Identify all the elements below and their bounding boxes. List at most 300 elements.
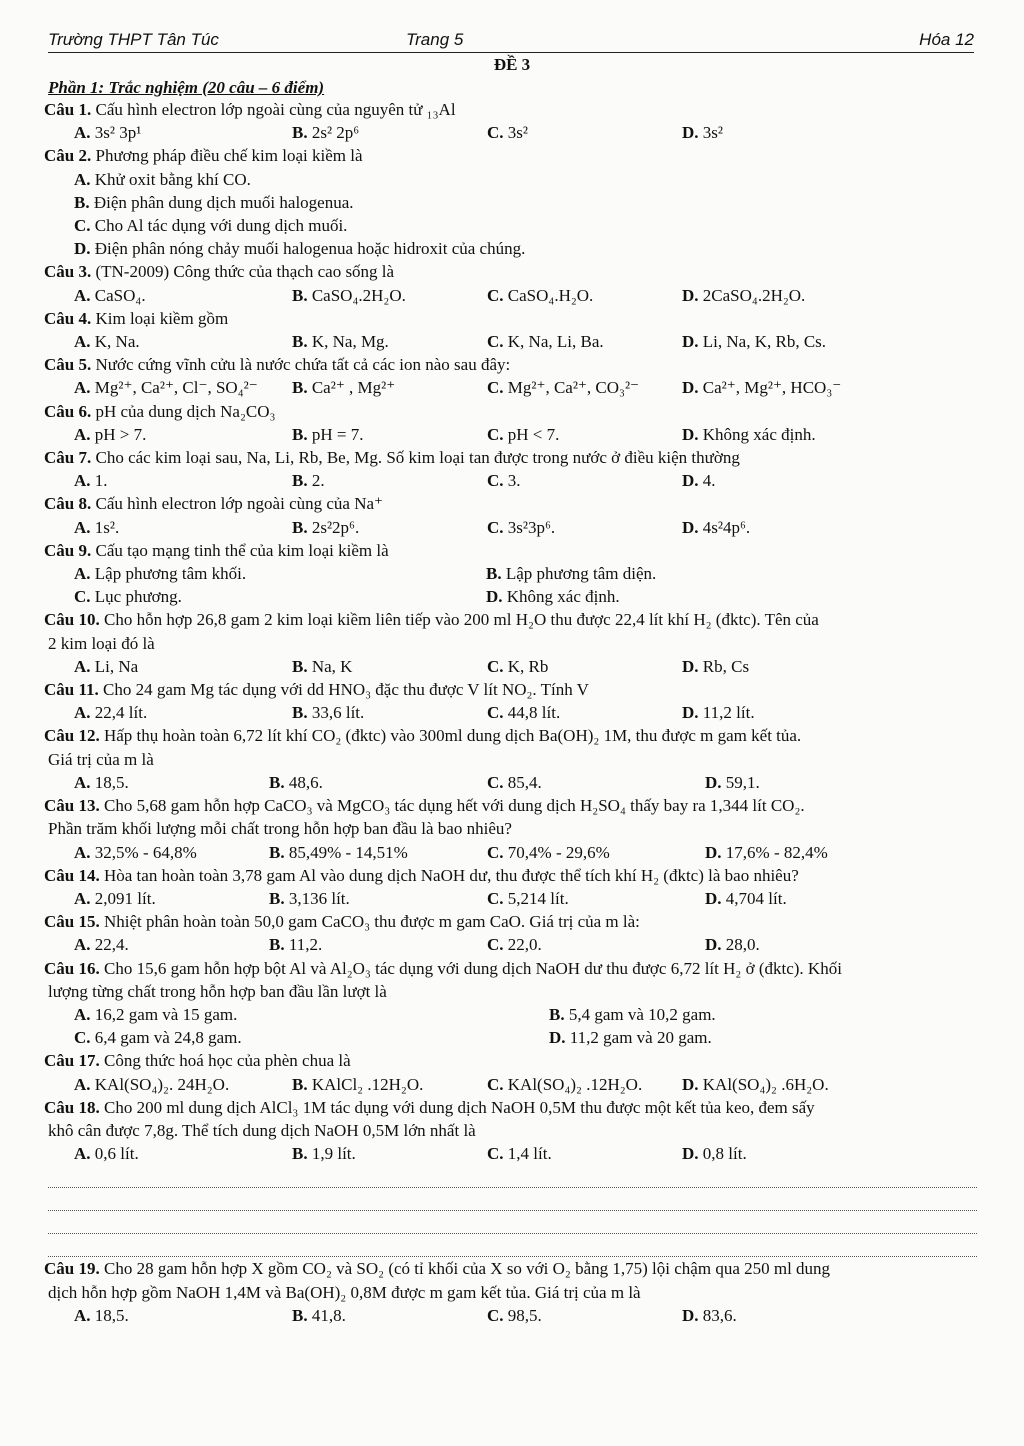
question-item — [44, 353, 979, 376]
option-text: 22,4. — [94, 935, 129, 955]
option-row — [44, 841, 979, 864]
answer-option — [682, 701, 755, 724]
answer-option — [292, 469, 487, 492]
question-text: Cho các kim loại sau, Na, Li, Rb, Be, Mg. Số kim loại tan được trong nước ở điều kiện thường — [95, 448, 740, 468]
answer-option — [292, 423, 487, 446]
option-text: 5,214 lít. — [507, 888, 569, 908]
option-letter: C. — [74, 587, 91, 607]
option-text: 85,49% - 14,51% — [288, 842, 408, 862]
option-letter: D. — [682, 656, 699, 676]
question-text: Nhiệt phân hoàn toàn 50,0 gam CaCO₃ thu được m gam CaO. Giá trị của m là: — [103, 912, 640, 932]
question-label: Câu 6. — [44, 401, 92, 421]
question-label: Câu 7. — [44, 448, 92, 468]
answer-option — [705, 887, 787, 910]
answer-option — [549, 1026, 1024, 1049]
option-letter: D. — [682, 332, 699, 352]
option-letter: C. — [487, 123, 504, 143]
question-item — [44, 794, 979, 817]
option-letter: B. — [269, 772, 285, 792]
option-letter: C. — [487, 332, 504, 352]
answer-option — [487, 423, 682, 446]
option-text: Na, K — [311, 656, 353, 676]
answer-option — [292, 330, 487, 353]
question-item — [44, 260, 979, 283]
option-text: K, Na, Mg. — [311, 332, 389, 352]
answer-option — [682, 423, 816, 446]
option-text: 85,4. — [507, 772, 542, 792]
answer-option — [487, 1142, 682, 1165]
option-text: 2,091 lít. — [94, 888, 156, 908]
question-label: Câu 16. — [44, 958, 100, 978]
option-row — [44, 887, 979, 910]
option-letter: A. — [74, 1144, 91, 1164]
option-text: 1,9 lít. — [311, 1144, 356, 1164]
option-letter: A. — [74, 378, 91, 398]
answer-option — [269, 841, 487, 864]
option-letter: A. — [74, 888, 91, 908]
option-text: 3s² — [702, 123, 723, 143]
option-text: KAlCl₂ .12H₂O. — [311, 1074, 424, 1094]
dotted-answer-line — [48, 1234, 977, 1257]
answer-option — [487, 330, 682, 353]
option-text: 48,6. — [288, 772, 323, 792]
option-text: 3. — [507, 471, 521, 491]
question-label: Câu 14. — [44, 865, 100, 885]
option-text: 16,2 gam và 15 gam. — [94, 1004, 238, 1024]
answer-option — [74, 933, 269, 956]
option-row — [44, 585, 979, 608]
question-item — [44, 492, 979, 515]
option-text: 98,5. — [507, 1305, 542, 1325]
answer-option — [74, 655, 292, 678]
question-label: Câu 13. — [44, 796, 100, 816]
option-row — [44, 330, 979, 353]
answer-option — [74, 423, 292, 446]
option-letter: D. — [682, 471, 699, 491]
option-text: Mg²⁺, Ca²⁺, Cl⁻, SO₄²⁻ — [94, 378, 258, 398]
option-letter: D. — [682, 1074, 699, 1094]
question-label: Câu 18. — [44, 1097, 100, 1117]
option-text: Li, Na, K, Rb, Cs. — [702, 332, 827, 352]
option-letter: A. — [74, 517, 91, 537]
answer-option — [74, 191, 354, 214]
option-letter: A. — [74, 703, 91, 723]
option-letter: C. — [487, 1074, 504, 1094]
option-text: KAl(SO₄)₂. 24H₂O. — [94, 1074, 230, 1094]
question-label: Câu 19. — [44, 1259, 100, 1279]
question-label: Câu 1. — [44, 100, 92, 119]
option-letter: C. — [487, 888, 504, 908]
option-letter: C. — [74, 216, 91, 236]
answer-option — [74, 1026, 549, 1049]
part-title: Phần 1: Trắc nghiệm (20 câu – 6 điểm) — [48, 78, 325, 97]
answer-option — [74, 1003, 549, 1026]
option-letter: B. — [292, 703, 308, 723]
option-text: 32,5% - 64,8% — [94, 842, 197, 862]
answer-option — [74, 1142, 292, 1165]
question-list — [44, 98, 979, 1327]
answer-option — [682, 469, 716, 492]
option-row — [44, 237, 979, 260]
question-text-continued: Phần trăm khối lượng mỗi chất trong hỗn hợp ban đầu là bao nhiêu? — [48, 819, 512, 839]
option-text: Không xác định. — [506, 587, 620, 607]
question-text: Hòa tan hoàn toàn 3,78 gam Al vào dung dịch NaOH dư, thu được thể tích khí H₂ (đktc) là bao nhiêu? — [103, 865, 799, 885]
option-text: Ca²⁺, Mg²⁺, HCO₃⁻ — [702, 378, 842, 398]
option-letter: A. — [74, 656, 91, 676]
answer-option — [705, 841, 828, 864]
answer-option — [486, 562, 898, 585]
question-text: Cấu hình electron lớp ngoài cùng của nguyên tử ₁₃Al — [95, 100, 456, 119]
answer-option — [487, 516, 682, 539]
answer-option — [74, 701, 292, 724]
answer-option — [292, 1304, 487, 1327]
option-letter: B. — [292, 424, 308, 444]
option-text: 18,5. — [94, 1305, 129, 1325]
question-item — [44, 144, 979, 167]
option-text: Không xác định. — [702, 424, 816, 444]
option-row — [44, 1142, 979, 1165]
option-text: 3s²3p⁶. — [507, 517, 556, 537]
option-letter: B. — [269, 935, 285, 955]
option-letter: D. — [682, 703, 699, 723]
question-text: (TN-2009) Công thức của thạch cao sống là — [95, 262, 395, 282]
option-text: 2s² 2p⁶ — [311, 123, 360, 143]
option-letter: C. — [487, 1305, 504, 1325]
option-text: K, Na. — [94, 332, 140, 352]
question-text: Cho 15,6 gam hỗn hợp bột Al và Al₂O₃ tác dụng với dung dịch NaOH dư thu được 6,72 lít H₂ ở (đktc). Khối — [103, 958, 842, 978]
answer-option — [487, 469, 682, 492]
question-text: pH của dung dịch Na₂CO₃ — [95, 401, 276, 421]
answer-option — [292, 516, 487, 539]
option-letter: A. — [74, 842, 91, 862]
option-letter: B. — [292, 285, 308, 305]
option-text: 2s²2p⁶. — [311, 517, 360, 537]
option-row — [44, 701, 979, 724]
question-text: Cho 200 ml dung dịch AlCl₃ 1M tác dụng với dung dịch NaOH 0,5M thu được một kết tủa keo, đem sấy — [103, 1097, 815, 1117]
question-label: Câu 4. — [44, 308, 92, 328]
option-row — [44, 423, 979, 446]
option-letter: A. — [74, 424, 91, 444]
question-item — [44, 446, 979, 469]
option-letter: B. — [292, 332, 308, 352]
option-letter: A. — [74, 471, 91, 491]
option-row — [44, 516, 979, 539]
option-letter: D. — [705, 772, 722, 792]
answer-option — [74, 841, 269, 864]
option-letter: A. — [74, 123, 91, 143]
answer-option — [269, 933, 487, 956]
answer-option — [682, 516, 750, 539]
option-text: Cho Al tác dụng với dung dịch muối. — [94, 216, 348, 236]
option-letter: D. — [486, 587, 503, 607]
question-text: Cho 24 gam Mg tác dụng với dd HNO₃ đặc thu được V lít NO₂. Tính V — [103, 680, 589, 700]
option-letter: B. — [292, 656, 308, 676]
option-row — [44, 1073, 979, 1096]
question-label: Câu 5. — [44, 355, 92, 375]
question-item — [44, 678, 979, 701]
option-text: K, Na, Li, Ba. — [507, 332, 604, 352]
option-row — [44, 376, 979, 399]
answer-option — [74, 516, 292, 539]
option-letter: D. — [705, 842, 722, 862]
option-row — [44, 284, 979, 307]
option-text: pH = 7. — [311, 424, 364, 444]
answer-option — [74, 771, 269, 794]
question-text: Kim loại kiềm gồm — [95, 308, 229, 328]
option-text: Khử oxit bằng khí CO. — [94, 169, 251, 189]
option-letter: B. — [292, 471, 308, 491]
option-text: K, Rb — [507, 656, 549, 676]
option-text: KAl(SO₄)₂ .6H₂O. — [702, 1074, 829, 1094]
option-letter: D. — [74, 239, 91, 259]
question-text: Cấu hình electron lớp ngoài cùng của Na⁺ — [95, 494, 383, 514]
question-label: Câu 10. — [44, 610, 100, 630]
answer-option — [74, 168, 251, 191]
option-letter: A. — [74, 1004, 91, 1024]
option-text: Mg²⁺, Ca²⁺, CO₃²⁻ — [507, 378, 640, 398]
question-text-continued: khô cân được 7,8g. Thể tích dung dịch NaOH 0,5M lớn nhất là — [48, 1120, 476, 1140]
question-text: Công thức hoá học của phèn chua là — [103, 1051, 351, 1071]
option-text: 1. — [94, 471, 108, 491]
answer-option — [269, 887, 487, 910]
option-text: 33,6 lít. — [311, 703, 365, 723]
option-letter: C. — [487, 842, 504, 862]
answer-option — [74, 562, 486, 585]
answer-option — [74, 214, 347, 237]
question-label: Câu 11. — [44, 680, 99, 700]
option-text: KAl(SO₄)₂ .12H₂O. — [507, 1074, 643, 1094]
option-row — [44, 121, 979, 144]
option-row — [44, 655, 979, 678]
answer-option — [682, 330, 826, 353]
question-item — [44, 1096, 979, 1119]
answer-option — [74, 1073, 292, 1096]
option-text: 1,4 lít. — [507, 1144, 552, 1164]
answer-option — [292, 701, 487, 724]
option-text: Lập phương tâm diện. — [505, 564, 657, 584]
dotted-answer-line — [48, 1188, 977, 1211]
option-letter: B. — [269, 842, 285, 862]
answer-option — [487, 121, 682, 144]
answer-option — [269, 771, 487, 794]
option-letter: D. — [682, 1305, 699, 1325]
option-letter: B. — [292, 123, 308, 143]
question-text-continued: lượng từng chất trong hỗn hợp ban đầu lần lượt là — [48, 981, 387, 1001]
option-row — [44, 1003, 979, 1026]
option-text: 1s². — [94, 517, 120, 537]
option-text: Rb, Cs — [702, 656, 750, 676]
option-letter: B. — [486, 564, 502, 584]
answer-option — [74, 121, 292, 144]
option-text: 3,136 lít. — [288, 888, 350, 908]
option-text: 18,5. — [94, 772, 129, 792]
option-text: Ca²⁺ , Mg²⁺ — [311, 378, 396, 398]
option-row — [44, 214, 979, 237]
option-letter: A. — [74, 772, 91, 792]
option-letter: C. — [487, 703, 504, 723]
question-text: Cho hỗn hợp 26,8 gam 2 kim loại kiềm liên tiếp vào 200 ml H₂O thu được 22,4 lít khí H₂ (đktc). Tên của — [103, 610, 819, 630]
option-text: 5,4 gam và 10,2 gam. — [568, 1004, 716, 1024]
option-text: Lập phương tâm khối. — [94, 564, 247, 584]
option-text: 4s²4p⁶. — [702, 517, 751, 537]
option-text: 28,0. — [725, 935, 760, 955]
question-text-continued: 2 kim loại đó là — [48, 633, 155, 653]
option-letter: D. — [682, 285, 699, 305]
option-text: pH < 7. — [507, 424, 560, 444]
option-letter: C. — [487, 285, 504, 305]
answer-option — [74, 1304, 292, 1327]
answer-option — [74, 887, 269, 910]
question-item — [44, 539, 979, 562]
option-text: 2. — [311, 471, 325, 491]
question-item — [44, 957, 979, 980]
question-label: Câu 12. — [44, 726, 100, 746]
option-text: 3s² 3p¹ — [94, 123, 142, 143]
answer-option — [682, 1304, 737, 1327]
question-text-continued: dịch hỗn hợp gồm NaOH 1,4M và Ba(OH)₂ 0,8M được m gam kết tủa. Giá trị của m là — [48, 1282, 641, 1302]
answer-option — [487, 933, 705, 956]
answer-option — [682, 1142, 747, 1165]
answer-option — [74, 330, 292, 353]
option-text: Li, Na — [94, 656, 139, 676]
option-letter: B. — [292, 517, 308, 537]
option-letter: A. — [74, 285, 91, 305]
answer-option — [682, 655, 749, 678]
option-letter: C. — [487, 1144, 504, 1164]
answer-option — [74, 469, 292, 492]
question-text-continued: Giá trị của m là — [48, 749, 154, 769]
answer-option — [682, 376, 841, 399]
page-number: Trang 5 — [406, 30, 464, 49]
option-letter: A. — [74, 935, 91, 955]
option-text: 17,6% - 82,4% — [725, 842, 828, 862]
answer-option — [487, 701, 682, 724]
option-text: pH > 7. — [94, 424, 147, 444]
question-item — [44, 307, 979, 330]
option-row — [44, 933, 979, 956]
answer-option — [292, 1073, 487, 1096]
option-text: 3s² — [507, 123, 528, 143]
question-text: Cấu tạo mạng tinh thể của kim loại kiềm là — [95, 540, 389, 560]
option-letter: D. — [682, 378, 699, 398]
option-text: 22,0. — [507, 935, 542, 955]
option-text: 70,4% - 29,6% — [507, 842, 610, 862]
option-letter: D. — [682, 424, 699, 444]
option-letter: D. — [682, 123, 699, 143]
option-text: 4. — [702, 471, 716, 491]
option-text: 83,6. — [702, 1305, 737, 1325]
answer-option — [74, 237, 525, 260]
option-text: 6,4 gam và 24,8 gam. — [94, 1028, 242, 1048]
option-text: 4,704 lít. — [725, 888, 787, 908]
option-row — [44, 771, 979, 794]
question-label: Câu 17. — [44, 1051, 100, 1071]
question-item — [44, 864, 979, 887]
question-item — [44, 724, 979, 747]
answer-option — [487, 1304, 682, 1327]
option-text: Điện phân dung dịch muối halogenua. — [93, 192, 354, 212]
option-letter: A. — [74, 1305, 91, 1325]
option-text: 11,2 gam và 20 gam. — [569, 1028, 712, 1048]
question-label: Câu 9. — [44, 540, 92, 560]
option-letter: C. — [487, 378, 504, 398]
question-text: Phương pháp điều chế kim loại kiềm là — [95, 146, 363, 166]
option-row — [44, 191, 979, 214]
subject-name: Hóa 12 — [919, 30, 974, 49]
page-header — [48, 30, 974, 53]
question-item — [44, 1257, 979, 1280]
option-letter: C. — [487, 656, 504, 676]
answer-option — [682, 1073, 829, 1096]
option-letter: C. — [487, 772, 504, 792]
answer-option — [292, 1142, 487, 1165]
option-row — [44, 1026, 979, 1049]
option-letter: B. — [292, 1144, 308, 1164]
answer-option — [486, 585, 898, 608]
answer-option — [74, 284, 292, 307]
question-text: Cho 5,68 gam hỗn hợp CaCO₃ và MgCO₃ tác dụng hết với dung dịch H₂SO₄ thấy bay ra 1,344 lít CO₂. — [103, 796, 805, 816]
question-label: Câu 2. — [44, 146, 92, 166]
dotted-answer-line — [48, 1165, 977, 1188]
question-item — [44, 98, 979, 121]
answer-option — [487, 841, 705, 864]
answer-option — [487, 771, 705, 794]
option-letter: B. — [74, 192, 90, 212]
option-text: Điện phân nóng chảy muối halogenua hoặc hidroxit của chúng. — [94, 239, 526, 259]
option-letter: D. — [549, 1028, 566, 1048]
answer-option — [487, 1073, 682, 1096]
option-text: 44,8 lít. — [507, 703, 561, 723]
answer-option — [487, 887, 705, 910]
answer-option — [292, 121, 487, 144]
option-text: CaSO₄.2H₂O. — [311, 285, 406, 305]
question-label: Câu 3. — [44, 262, 92, 282]
option-text: 11,2. — [288, 935, 323, 955]
answer-option — [682, 121, 723, 144]
option-text: CaSO₄. — [94, 285, 146, 305]
exam-title: ĐỀ 3 — [493, 55, 531, 74]
option-letter: B. — [269, 888, 285, 908]
option-row — [44, 168, 979, 191]
question-item — [44, 1049, 979, 1072]
option-letter: C. — [487, 471, 504, 491]
answer-option — [292, 376, 487, 399]
option-letter: A. — [74, 332, 91, 352]
question-text: Nước cứng vĩnh cửu là nước chứa tất cả các ion nào sau đây: — [95, 355, 511, 375]
option-letter: C. — [487, 517, 504, 537]
option-row — [44, 1304, 979, 1327]
answer-option — [487, 284, 682, 307]
option-letter: A. — [74, 169, 91, 189]
option-text: 0,6 lít. — [94, 1144, 139, 1164]
question-item — [44, 400, 979, 423]
question-item — [44, 910, 979, 933]
answer-option — [487, 655, 682, 678]
option-text: 22,4 lít. — [94, 703, 148, 723]
question-text: Hấp thụ hoàn toàn 6,72 lít khí CO₂ (đktc) vào 300ml dung dịch Ba(OH)₂ 1M, thu được m gam kết tủa. — [103, 726, 802, 746]
option-row — [44, 562, 979, 585]
answer-option — [292, 284, 487, 307]
option-letter: A. — [74, 1074, 91, 1094]
question-text: Cho 28 gam hỗn hợp X gồm CO₂ và SO₂ (có tỉ khối của X so với O₂ bằng 1,75) lội chậm qua 250 ml dung — [103, 1259, 831, 1279]
option-letter: B. — [549, 1004, 565, 1024]
school-name: Trường THPT Tân Túc — [48, 30, 219, 49]
option-text: 41,8. — [311, 1305, 346, 1325]
answer-option — [682, 284, 805, 307]
option-letter: D. — [705, 888, 722, 908]
option-letter: D. — [705, 935, 722, 955]
option-letter: D. — [682, 517, 699, 537]
